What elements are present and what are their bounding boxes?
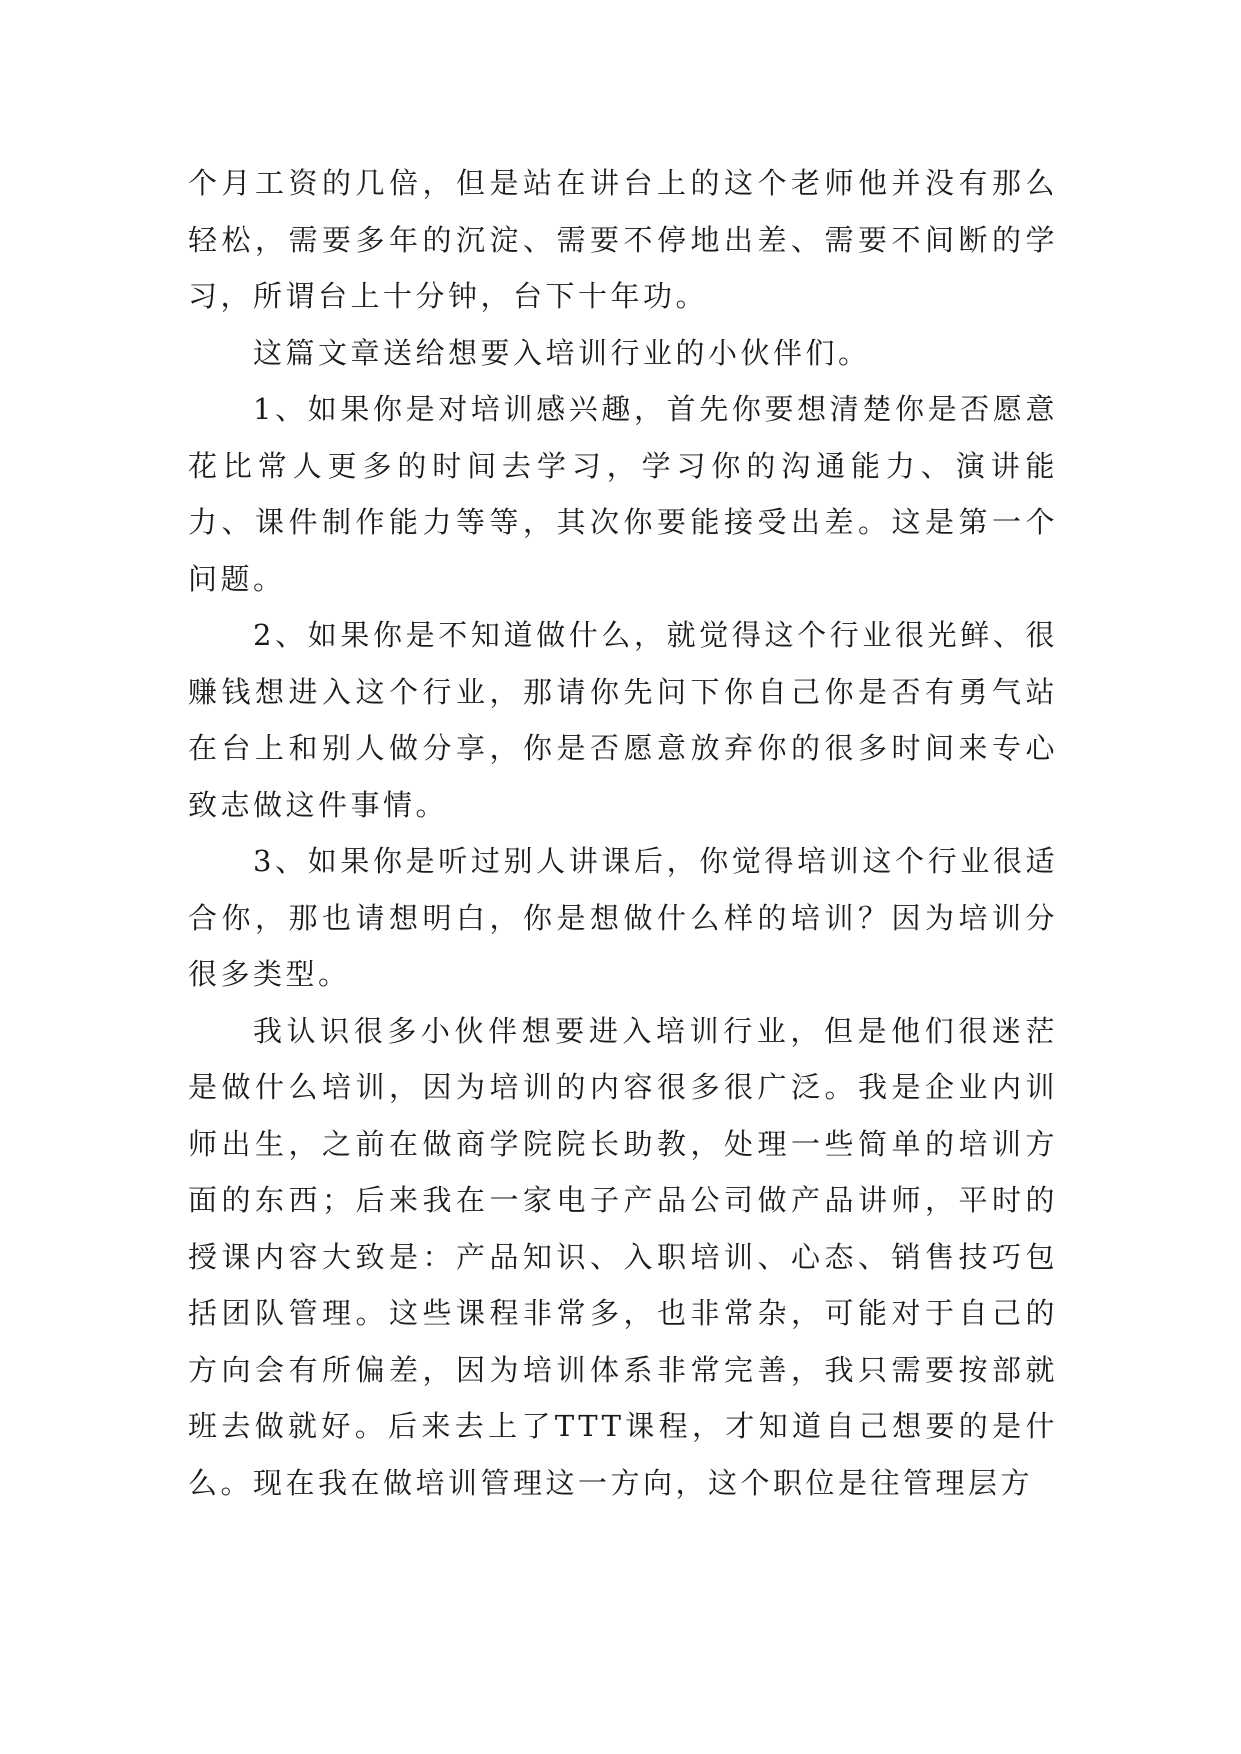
- paragraph-6: 我认识很多小伙伴想要进入培训行业，但是他们很迷茫是做什么培训，因为培训的内容很多很广泛。我是企业内训师出生，之前在做商学院院长助教，处理一些简单的培训方面的东西；后来我在一家电子产品公司做产品讲师，平时的授课内容大致是：产品知识、入职培训、心态、销售技巧包括团队管理。这些课程非常多，也非常杂，可能对于自己的方向会有所偏差，因为培训体系非常完善，我只需要按部就班去做就好。后来去上了TTT课程，才知道自己想要的是什么。现在我在做培训管理这一方向，这个职位是往管理层方: [188, 1013, 1058, 1500]
- paragraph-5: 3、如果你是听过别人讲课后，你觉得培训这个行业很适合你，那也请想明白，你是想做什么样的培训？因为培训分很多类型。: [188, 844, 1058, 991]
- paragraph-2: 这篇文章送给想要入培训行业的小伙伴们。: [253, 335, 871, 370]
- paragraph-3: 1、如果你是对培训感兴趣，首先你要想清楚你是否愿意花比常人更多的时间去学习，学习你的沟通能力、演讲能力、课件制作能力等等，其次你要能接受出差。这是第一个问题。: [188, 392, 1058, 596]
- document-body: [188, 155, 1058, 1511]
- paragraph-1: 个月工资的几倍，但是站在讲台上的这个老师他并没有那么轻松，需要多年的沉淀、需要不停地出差、需要不间断的学习，所谓台上十分钟，台下十年功。: [188, 166, 1058, 313]
- paragraph-4: 2、如果你是不知道做什么，就觉得这个行业很光鲜、很赚钱想进入这个行业，那请你先问下你自己你是否有勇气站在台上和别人做分享，你是否愿意放弃你的很多时间来专心致志做这件事情。: [188, 618, 1058, 822]
